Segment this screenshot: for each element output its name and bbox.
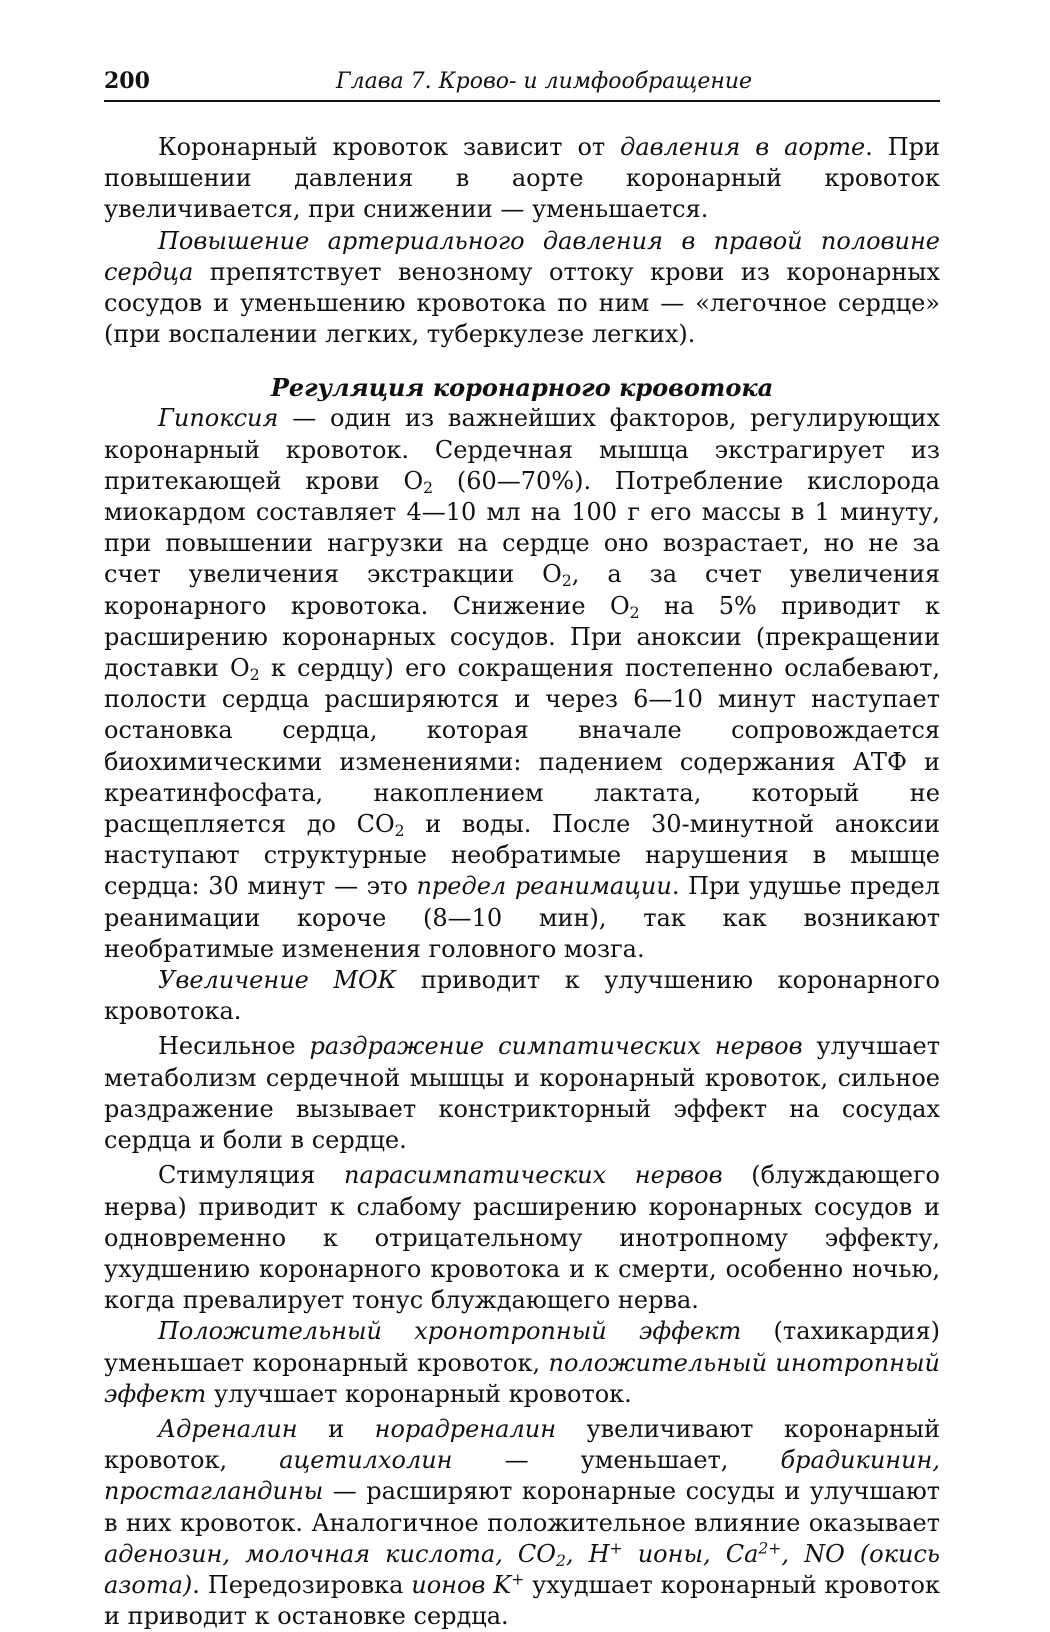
text-run: увеличивают коронарный кровоток, xyxy=(104,1414,940,1475)
paragraph-cardiac-output xyxy=(104,965,940,1027)
text-run: (тахикардия) уменьшает коронарный кровоток, xyxy=(104,1317,940,1377)
text-run: Несильное xyxy=(158,1032,310,1061)
body-text xyxy=(104,132,940,1632)
text-run: и воды. После 30-минутной аноксии наступают структурные необратимые нарушения в мышце сердца: 30 минут — это xyxy=(104,810,940,901)
text-run: Стимуляция xyxy=(158,1161,345,1190)
paragraph-aortic-pressure xyxy=(104,132,940,226)
paragraph-sympathetic xyxy=(104,1031,940,1156)
subscript: 2 xyxy=(561,572,572,591)
text-run: на 5% приводит к расширению коронарных сосудов. При аноксии (прекращении доставки O xyxy=(104,591,940,683)
emphasis: раздражение симпатических нервов xyxy=(309,1032,803,1061)
emphasis: ацетилхолин xyxy=(279,1446,453,1475)
text-run: Коронарный кровоток зависит от xyxy=(158,133,621,161)
text-run: . При удушье предел реанимации короче (8—10 мин), так как возникают необратимые изменения головного мозга. xyxy=(104,872,941,963)
subscript: 2 xyxy=(394,821,405,840)
emphasis: норадреналин xyxy=(374,1414,557,1443)
emphasis: положительный инотропный эффект xyxy=(104,1348,940,1408)
text-run: , а за счет увеличения коронарного кровотока. Снижение O xyxy=(104,560,941,620)
subscript: 2 xyxy=(423,478,434,497)
emphasis: Увеличение МОК xyxy=(158,966,397,995)
superscript: + xyxy=(511,1570,525,1589)
superscript: + xyxy=(609,1539,623,1558)
text-run: улучшает коронарный кровоток. xyxy=(206,1379,632,1408)
text-run: препятствует венозному оттоку крови из коронарных сосудов и уменьшению кровотока по ним — «легочное сердце» (при воспалении легких, туберкулезе легких). xyxy=(104,257,940,349)
emphasis: предел реанимации xyxy=(416,872,672,901)
text-run: приводит к улучшению коронарного кровотока. xyxy=(104,966,941,1026)
page-number: 200 xyxy=(104,68,150,94)
paragraph-parasympathetic xyxy=(104,1160,940,1316)
emphasis: ионов K xyxy=(411,1570,512,1599)
emphasis: аденозин, молочная кислота, CO xyxy=(104,1539,556,1568)
text-run: — уменьшает, xyxy=(452,1446,781,1475)
page xyxy=(104,60,940,1632)
text-run: к сердцу) его сокращения постепенно ослабевают, полости сердца расширяются и через 6—10 минут наступает остановка сердца, которая вначале сопровождается биохимическими изменениями: падением содержания АТФ и креатинфосфата, накоплением лактата, который не расщепляется до CO xyxy=(104,654,941,839)
emphasis: давления в аорте xyxy=(620,133,866,161)
emphasis: , NO (окись азота) xyxy=(104,1539,940,1599)
emphasis: брадикинин, простагландины xyxy=(104,1446,940,1506)
superscript: 2+ xyxy=(758,1539,782,1558)
subscript: 2 xyxy=(555,1551,566,1570)
emphasis: Положительный хронотропный эффект xyxy=(158,1317,742,1346)
text-run: . Передозировка xyxy=(192,1570,412,1599)
text-run: (блуждающего нерва) приводит к слабому расширению коронарных сосудов и одновременно к отрицательному инотропному эффекту, ухудшению коронарного кровотока и к смерти, особенно ночью, когда превалирует тонус блуждающего нерва. xyxy=(104,1161,941,1315)
emphasis: Гипоксия xyxy=(158,404,279,433)
subscript: 2 xyxy=(249,665,260,684)
paragraph-right-heart-pressure xyxy=(104,226,940,351)
emphasis: , H xyxy=(565,1539,610,1568)
emphasis: парасимпатических нервов xyxy=(344,1161,723,1190)
text-run: — расширяют коронарные сосуды и улучшают в них кровоток. Аналогичное положительное влияние оказывает xyxy=(104,1477,940,1537)
running-header xyxy=(104,60,940,102)
emphasis: Повышение артериального давления в правой половине сердца xyxy=(104,226,940,286)
chapter-title: Глава 7. Крово- и лимфообращение xyxy=(336,69,753,94)
emphasis: Адреналин xyxy=(158,1414,298,1443)
text-run: улучшает метаболизм сердечной мышцы и коронарный кровоток, сильное раздражение вызывает констрикторный эффект на сосудах сердца и боли в сердце. xyxy=(104,1032,940,1155)
paragraph-hypoxia xyxy=(104,403,940,965)
text-run: (60—70%). Потребление кислорода миокардом составляет 4—10 мл на 100 г его массы в 1 минуту, при повышении нагрузки на сердце оно возрастает, но не за счет увеличения экстракции O xyxy=(104,466,940,589)
subscript: 2 xyxy=(629,603,640,622)
emphasis: ионы, Ca xyxy=(622,1539,759,1568)
text-run: — один из важнейших факторов, регулирующих коронарный кровоток. Сердечная мышца экстрагирует из притекающей крови O xyxy=(104,404,940,495)
paragraph-chronotropic xyxy=(104,1316,940,1410)
section-heading: Регуляция коронарного кровотока xyxy=(270,373,774,403)
text-run: ухудшает коронарный кровоток и приводит к остановке сердца. xyxy=(104,1570,940,1631)
paragraph-mediators xyxy=(104,1414,940,1632)
text-run: . При повышении давления в аорте коронарный кровоток увеличивается, при снижении — уменьшается. xyxy=(104,133,941,224)
text-run: и xyxy=(297,1414,375,1443)
